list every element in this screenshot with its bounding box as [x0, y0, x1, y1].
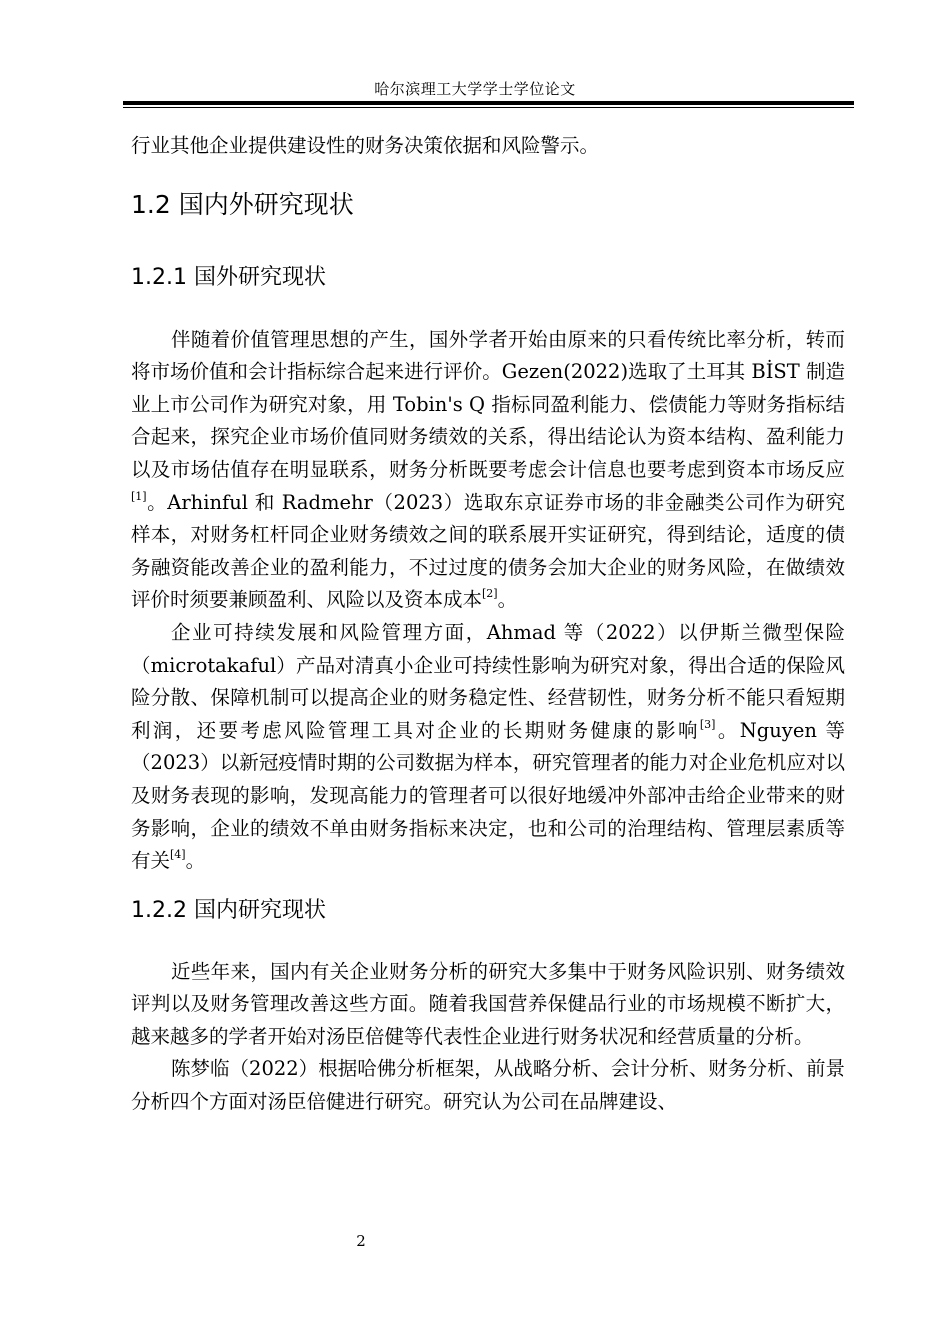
paragraph-foreign-1: [131, 324, 845, 617]
running-header: 哈尔滨理工大学学士学位论文: [374, 80, 576, 98]
citation: [1]: [131, 489, 147, 503]
text-run: 。Nguyen 等（2023）以新冠疫情时期的公司数据为样本，研究管理者的能力对企业危机应对以及财务表现的影响，发现高能力的管理者可以很好地缓冲外部冲击给企业带来的财务影响，企业的绩效不单由财务指标来决定，也和公司的治理结构、管理层素质等有关: [131, 718, 845, 873]
subsection-heading-domestic: 1.2.2 国内研究现状: [131, 897, 326, 923]
text-run: 。: [185, 849, 206, 873]
citation: [2]: [482, 587, 498, 601]
paragraph-domestic-2: 陈梦临（2022）根据哈佛分析框架，从战略分析、会计分析、财务分析、前景分析四个方面对汤臣倍健进行研究。研究认为公司在品牌建设、: [131, 1057, 845, 1114]
text-run: 。Arhinful 和 Radmehr（2023）选取东京证券市场的非金融类公司作为研究样本，对财务杠杆同企业财务绩效之间的联系展开实证研究，得到结论，适度的债务融资能改善企业的盈利能力，不过过度的债务会加大企业的财务风险，在做绩效评价时须要兼顾盈利、风险以及资本成本: [131, 490, 845, 612]
text-run: 伴随着价值管理思想的产生，国外学者开始由原来的只看传统比率分析，转而将市场价值和会计指标综合起来进行评价。Gezen(2022)选取了土耳其 BİST 制造业上市公司作为研究对象，用 Tobin's Q 指标同盈利能力、偿债能力等财务指标结合起来，探究企业市场价值同财务绩效的关系，得出结论认为资本结构、盈利能力以及市场估值存在明显联系，财务分析既要考虑会计信息也要考虑到资本市场反应: [131, 327, 845, 481]
paragraph-domestic-1: 近些年来，国内有关企业财务分析的研究大多集中于财务风险识别、财务绩效评判以及财务管理改善这些方面。随着我国营养保健品行业的市场规模不断扩大，越来越多的学者开始对汤臣倍健等代表性企业进行财务状况和经营质量的分析。: [131, 959, 845, 1048]
text-run: 企业可持续发展和风险管理方面，Ahmad 等（2022）以伊斯兰微型保险（microtakaful）产品对清真小企业可持续性影响为研究对象，得出合适的保险风险分散、保障机制可以提高企业的财务稳定性、经营韧性，财务分析不能只看短期利润，还要考虑风险管理工具对企业的长期财务健康的影响: [131, 620, 845, 742]
header-rule-thin: [123, 107, 854, 108]
citation: [4]: [170, 848, 186, 862]
header-rule-thick: [123, 101, 854, 105]
section-heading: 1.2 国内外研究现状: [131, 189, 354, 219]
page-body: [131, 130, 845, 1119]
paragraph-foreign-2: [131, 617, 845, 878]
lead-paragraph: 行业其他企业提供建设性的财务决策依据和风险警示。: [131, 134, 600, 157]
citation: [3]: [699, 717, 716, 731]
text-run: 。: [497, 588, 518, 612]
subsection-heading-foreign: 1.2.1 国外研究现状: [131, 264, 326, 290]
page-number: 2: [356, 1232, 366, 1250]
